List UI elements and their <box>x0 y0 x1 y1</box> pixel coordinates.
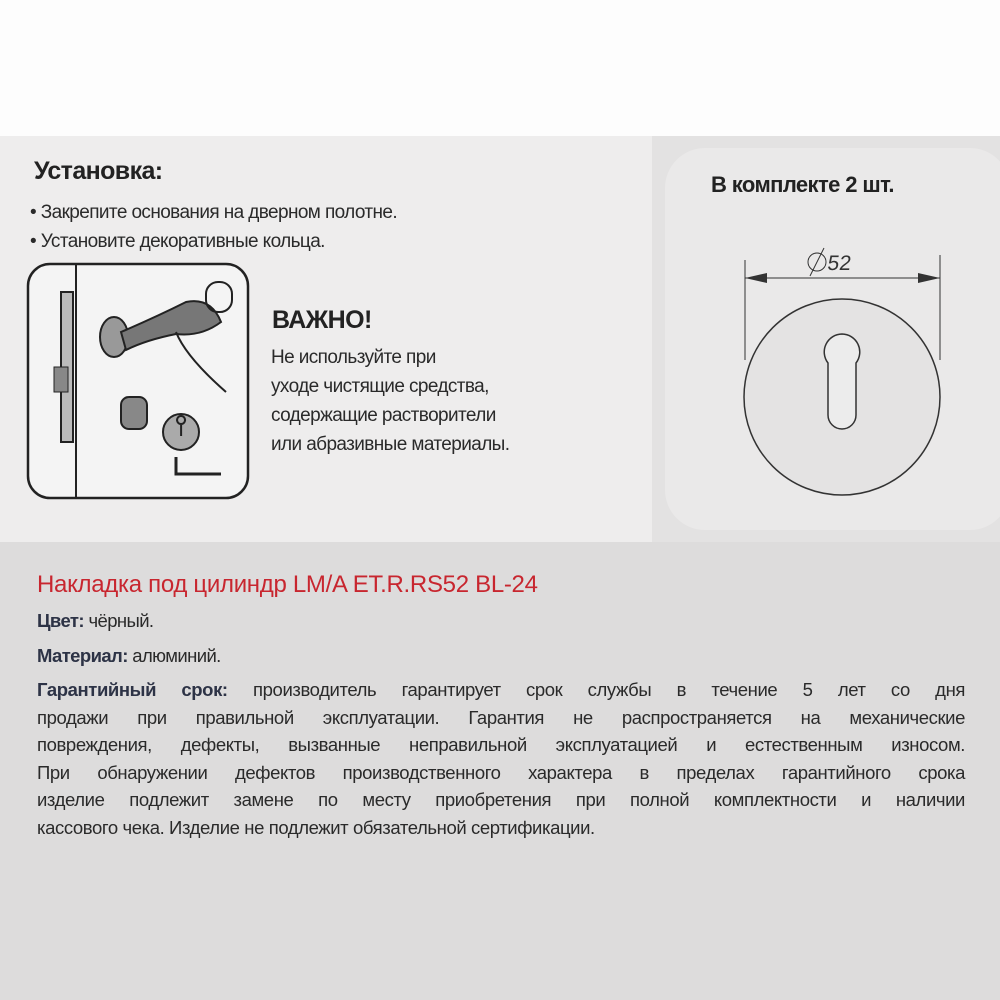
install-step: • Закрепите основания на дверном полотне. <box>30 202 398 223</box>
product-title: Накладка под цилиндр LM/A ET.R.RS52 BL-24 <box>37 571 538 598</box>
color-row <box>37 610 153 632</box>
warranty-line <box>37 676 965 704</box>
escutcheon-drawing <box>735 240 950 520</box>
warranty-line: продажи при правильной эксплуатации. Гарантия не распространяется на механические <box>37 706 965 728</box>
install-step: • Установите декоративные кольца. <box>30 231 325 252</box>
warranty-line: При обнаружении дефектов производственного характера в пределах гарантийного срока <box>37 761 965 783</box>
material-value: алюминий. <box>132 645 221 666</box>
important-heading: ВАЖНО! <box>272 306 372 334</box>
material-label: Материал: <box>37 645 128 666</box>
important-line: или абразивные материалы. <box>271 434 510 455</box>
kit-quantity: В комплекте 2 шт. <box>711 172 894 197</box>
important-line: содержащие растворители <box>271 405 496 426</box>
installation-illustration <box>26 262 252 502</box>
warranty-label: Гарантийный срок: <box>37 679 228 700</box>
diameter-label: 52 <box>826 252 853 275</box>
important-line: уходе чистящие средства, <box>271 376 489 397</box>
important-line: Не используйте при <box>271 347 436 368</box>
color-value: чёрный. <box>88 610 154 631</box>
warranty-line: кассового чека. Изделие не подлежит обязательной сертификации. <box>37 816 595 838</box>
warranty-line: повреждения, дефекты, вызванные неправильной эксплуатацией и естественным износом. <box>37 734 965 755</box>
install-step-text: Установите декоративные кольца. <box>40 231 325 252</box>
material-row <box>37 645 221 667</box>
top-margin <box>0 0 1000 136</box>
warranty-paragraph <box>37 676 965 841</box>
install-step-text: Закрепите основания на дверном полотне. <box>40 202 398 223</box>
warranty-line: изделие подлежит замене по месту приобретения при полной комплектности и наличии <box>37 789 965 810</box>
color-label: Цвет: <box>37 610 84 631</box>
warranty-text: производитель гарантирует срок службы в течение 5 лет со дня <box>253 679 965 700</box>
install-heading: Установка: <box>34 157 163 185</box>
